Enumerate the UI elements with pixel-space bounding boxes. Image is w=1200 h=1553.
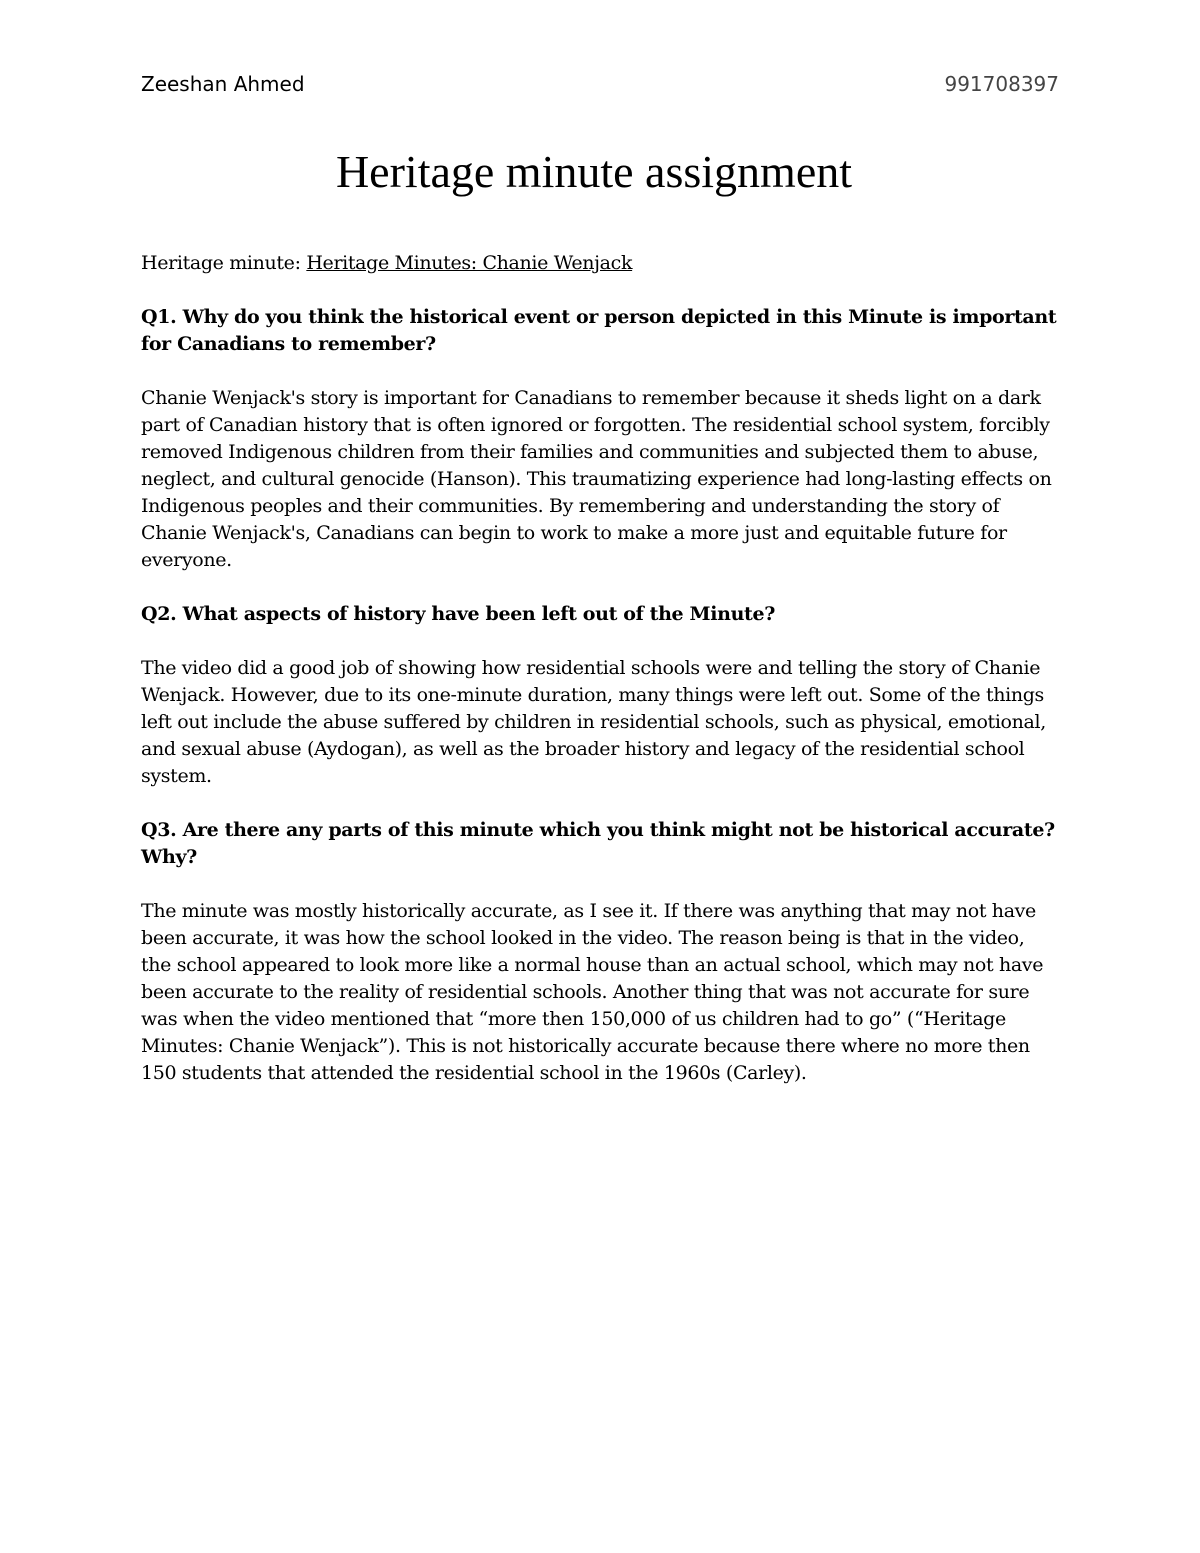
answer-3: The minute was mostly historically accurate, as I see it. If there was anything that may not have been accurate, it was how the school looked in the video. The reason being is that in the video, the school appeared to look more like a normal house than an actual school, which may not have been accurate to the reality of residential schools. Another thing that was not accurate for sure was when the video mentioned that “more then 150,000 of us children had to go” (“Heritage Minutes: Chanie Wenjack”). This is not historically accurate because there where no more then 150 students that attended the residential school in the 1960s (Carley). [141,900,1044,1084]
question-3: Q3. Are there any parts of this minute which you think might not be historical accurate? Why? [141,819,1055,868]
reference-link[interactable]: Heritage Minutes: Chanie Wenjack [306,252,633,274]
student-id: 991708397 [944,72,1059,96]
document-body [141,250,1059,1114]
page-header [141,70,1059,100]
reference-label: Heritage minute: [141,252,307,274]
question-2: Q2. What aspects of history have been left out of the Minute? [141,603,775,625]
answer-2: The video did a good job of showing how residential schools were and telling the story of Chanie Wenjack. However, due to its one-minute duration, many things were left out. Some of the things left out include the abuse suffered by children in residential schools, such as physical, emotional, and sexual abuse (Aydogan), as well as the broader history and legacy of the residential school system. [141,657,1046,787]
document-title: Heritage minute assignment [335,146,853,197]
author-name: Zeeshan Ahmed [141,72,305,96]
question-1: Q1. Why do you think the historical event or person depicted in this Minute is important for Canadians to remember? [141,306,1057,355]
heritage-minute-reference [141,250,1059,277]
answer-1: Chanie Wenjack's story is important for Canadians to remember because it sheds light on a dark part of Canadian history that is often ignored or forgotten. The residential school system, forcibly removed Indigenous children from their families and communities and subjected them to abuse, neglect, and cultural genocide (Hanson). This traumatizing experience had long-lasting effects on Indigenous peoples and their communities. By remembering and understanding the story of Chanie Wenjack's, Canadians can begin to work to make a more just and equitable future for everyone. [141,387,1052,571]
